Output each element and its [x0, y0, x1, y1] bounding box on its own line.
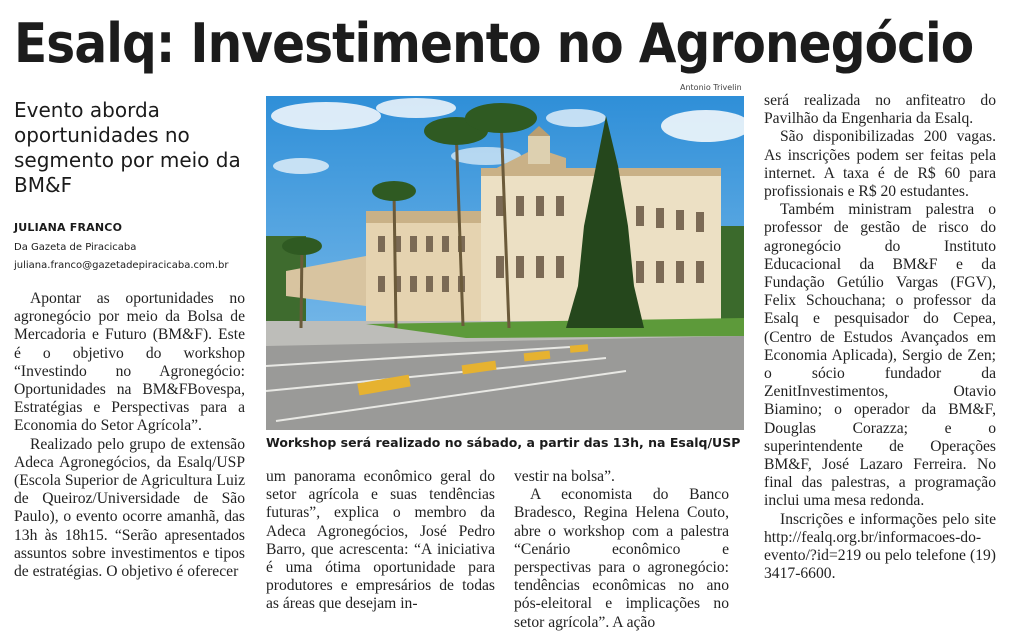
article-column-2: [266, 468, 495, 636]
byline-author: JULIANA FRANCO: [14, 221, 123, 234]
article-photo: [266, 96, 744, 430]
paragraph: São disponibilizadas 200 vagas. As inscrições podem ser feitas pela internet. A taxa é de R$ 60 para profissionais e R$ 20 estudantes.: [764, 128, 996, 201]
campus-building-illustration: [266, 96, 744, 430]
paragraph: A economista do Banco Bradesco, Regina Helena Couto, abre o workshop com a palestra “Cenário econômico e perspectivas para o agronegócio: tendências econômicas no ano pós-eleitoral e implicações no setor agrícola”. A ação: [514, 486, 729, 631]
photo-credit: Antonio Trivelin: [680, 83, 742, 92]
article-column-4: [764, 92, 996, 636]
paragraph: Inscrições e informações pelo site http://fealq.org.br/informacoes-do-evento/?id=219 ou pelo telefone (19) 3417-6600.: [764, 510, 996, 583]
paragraph: Realizado pelo grupo de extensão Adeca Agronegócios, da Esalq/USP (Escola Superior de Agricultura Luiz de Queiroz/Universidade de São Paulo), o evento ocorre amanhã, das 13h às 18h15. “Serão apresentados assuntos sobre investimentos e tipos de estratégias. O objetivo é oferecer: [14, 435, 245, 581]
photo-caption: Workshop será realizado no sábado, a partir das 13h, na Esalq/USP: [266, 435, 741, 450]
article-column-3: [514, 468, 729, 636]
byline-outlet: Da Gazeta de Piracicaba: [14, 242, 137, 253]
paragraph: será realizada no anfiteatro do Pavilhão da Engenharia da Esalq.: [764, 92, 996, 128]
paragraph: vestir na bolsa”.: [514, 468, 615, 485]
headline: Esalq: Investimento no Agronegócio: [14, 12, 974, 75]
paragraph: Também ministram palestra o professor de gestão de risco do agronegócio do Instituto Educacional da BM&F e da Fundação Getúlio Vargas (FGV), Felix Schouchana; o professor da Esalq e pesquisador do Cepea, (Centro de Estudos Avançados em Economia Aplicada), Sergio de Zen; o sócio fundador da ZenitInvestimentos, Otavio Biamino; o operador da BM&F, Douglas Corazza; e o superintendente de Operações BM&F, José Lazaro Ferreira. No final das palestras, a programação inclui uma mesa redonda.: [764, 201, 996, 510]
byline-email: juliana.franco@gazetadepiracicaba.com.br: [14, 260, 229, 271]
article-column-1: [14, 290, 245, 635]
deck-subtitle: Evento aborda oportunidades no segmento por meio da BM&F: [14, 98, 241, 197]
paragraph: um panorama econômico geral do setor agrícola e suas tendências futuras”, explica o membro da Adeca Agronegócios, José Pedro Barro, que acrescenta: “A iniciativa é uma ótima oportunidade para produtores e empresários de todas as áreas que desejam in-: [266, 468, 495, 613]
paragraph: Apontar as oportunidades no agronegócio por meio da Bolsa de Mercadoria e Futuro (BM&F). Este é o objetivo do workshop “Investindo no Agronegócio: Oportunidades na BM&FBovespa, Estratégias e Perspectivas para a Economia do Setor Agrícola”.: [14, 290, 245, 435]
